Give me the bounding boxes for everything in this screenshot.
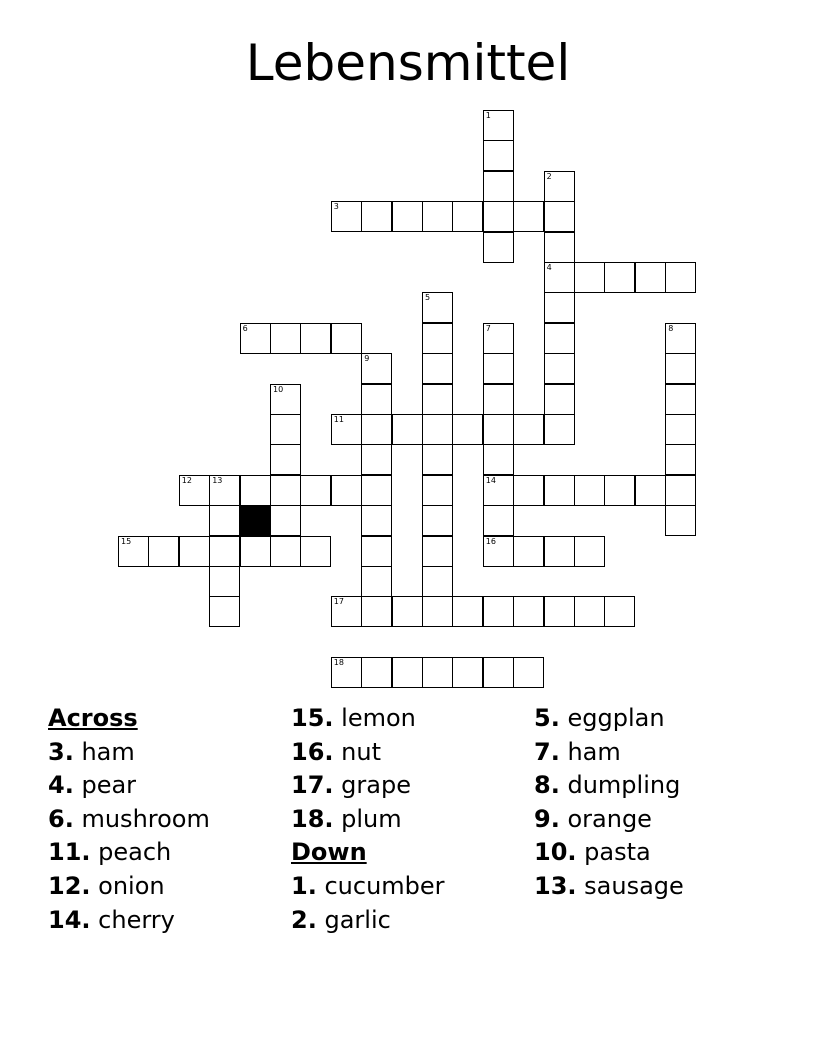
grid-cell[interactable] (422, 292, 453, 323)
grid-cell[interactable] (544, 232, 575, 263)
grid-cell[interactable] (331, 657, 362, 688)
grid-cell[interactable] (513, 201, 544, 232)
grid-cell[interactable] (544, 475, 575, 506)
cell-number: 13 (212, 475, 223, 485)
grid-cell[interactable] (483, 657, 514, 688)
grid-cell[interactable] (483, 323, 514, 354)
clue-column-3 (534, 702, 684, 904)
grid-cell[interactable] (240, 323, 271, 354)
grid-cell[interactable] (483, 414, 514, 445)
clue-down-9: 9. orange (534, 804, 652, 833)
grid-cell[interactable] (544, 262, 575, 293)
cell-number: 11 (333, 415, 344, 424)
clue-across-11: 11. peach (48, 838, 172, 867)
grid-cell[interactable] (118, 536, 149, 567)
cell-number: 12 (181, 475, 192, 485)
grid-cell[interactable] (240, 475, 271, 506)
cell-number: 2 (546, 171, 552, 181)
grid-cell[interactable] (331, 323, 362, 354)
grid-cell[interactable] (392, 657, 423, 688)
grid-cell[interactable] (270, 414, 301, 445)
grid-cell[interactable] (300, 536, 331, 567)
grid-cell[interactable] (270, 444, 301, 475)
grid-cell[interactable] (148, 536, 179, 567)
grid-cell[interactable] (392, 414, 423, 445)
cell-number: 16 (485, 536, 496, 546)
cell-number: 3 (333, 202, 339, 212)
grid-cell[interactable] (361, 536, 392, 567)
clue-across-16: 16. nut (291, 737, 381, 766)
grid-cell[interactable] (604, 262, 635, 293)
grid-cell[interactable] (392, 596, 423, 627)
grid-cell[interactable] (361, 414, 392, 445)
grid-cell[interactable] (240, 536, 271, 567)
grid-cell[interactable] (270, 323, 301, 354)
grid-cell[interactable] (270, 384, 301, 415)
grid-cell[interactable] (422, 566, 453, 597)
grid-cell[interactable] (361, 384, 392, 415)
grid-cell[interactable] (544, 414, 575, 445)
clue-across-18: 18. plum (291, 804, 402, 833)
grid-cell[interactable] (513, 657, 544, 688)
grid-cell[interactable] (604, 596, 635, 627)
grid-cell[interactable] (544, 292, 575, 323)
clue-across-12: 12. onion (48, 871, 165, 900)
grid-cell[interactable] (483, 171, 514, 202)
clue-down-5: 5. eggplan (534, 704, 665, 732)
grid-cell[interactable] (209, 475, 240, 506)
grid-cell[interactable] (422, 444, 453, 475)
grid-cell[interactable] (483, 384, 514, 415)
grid-cell[interactable] (422, 657, 453, 688)
grid-cell[interactable] (574, 596, 605, 627)
grid-cell[interactable] (513, 475, 544, 506)
grid-cell[interactable] (544, 384, 575, 415)
cell-number: 4 (546, 263, 552, 272)
grid-cell[interactable] (483, 140, 514, 171)
grid-cell[interactable] (361, 566, 392, 597)
grid-cell[interactable] (483, 444, 514, 475)
grid-cell[interactable] (483, 536, 514, 567)
grid-cell[interactable] (452, 414, 483, 445)
grid-cell[interactable] (665, 262, 696, 293)
grid-cell[interactable] (422, 201, 453, 232)
grid-cell[interactable] (270, 505, 301, 536)
grid-cell[interactable] (452, 657, 483, 688)
grid-cell[interactable] (544, 353, 575, 384)
grid-cell[interactable] (574, 262, 605, 293)
clue-across-3: 3. ham (48, 737, 135, 766)
clue-down-2: 2. garlic (291, 905, 391, 934)
cell-number: 9 (364, 354, 370, 364)
clue-down-10: 10. pasta (534, 838, 651, 867)
grid-cell[interactable] (544, 536, 575, 567)
grid-cell[interactable] (361, 444, 392, 475)
grid-cell[interactable] (665, 505, 696, 536)
cell-number: 5 (425, 293, 431, 303)
across-heading: Across (48, 704, 138, 732)
grid-cell[interactable] (574, 475, 605, 506)
cell-number: 8 (668, 323, 674, 333)
grid-cell[interactable] (209, 566, 240, 597)
grid-cell[interactable] (513, 414, 544, 445)
grid-cell[interactable] (361, 353, 392, 384)
grid-cell[interactable] (483, 353, 514, 384)
grid-cell[interactable] (331, 475, 362, 506)
grid-cell[interactable] (422, 384, 453, 415)
cell-number: 6 (242, 323, 248, 333)
down-heading: Down (291, 838, 367, 867)
grid-cell[interactable] (483, 475, 514, 506)
grid-cell[interactable] (209, 505, 240, 536)
grid-cell[interactable] (422, 475, 453, 506)
cell-number: 15 (121, 536, 132, 546)
grid-cell[interactable] (422, 596, 453, 627)
grid-cell[interactable] (544, 201, 575, 232)
clue-down-7: 7. ham (534, 737, 621, 766)
grid-cell[interactable] (544, 171, 575, 202)
clue-down-13: 13. sausage (534, 871, 684, 900)
cell-number: 14 (485, 475, 496, 485)
grid-cell[interactable] (422, 536, 453, 567)
grid-cell[interactable] (361, 505, 392, 536)
grid-cell[interactable] (270, 536, 301, 567)
clue-across-4: 4. pear (48, 771, 137, 800)
grid-cell[interactable] (604, 475, 635, 506)
clue-across-14: 14. cherry (48, 905, 175, 934)
grid-cell[interactable] (513, 536, 544, 567)
grid-cell[interactable] (665, 323, 696, 354)
grid-cell[interactable] (513, 596, 544, 627)
grid-cell[interactable] (422, 323, 453, 354)
clue-column-1 (48, 702, 210, 937)
page-title: Lebensmittel (245, 34, 571, 92)
cell-number: 1 (485, 111, 491, 120)
cell-number: 17 (333, 597, 344, 607)
grid-cell[interactable] (635, 262, 666, 293)
grid-cell[interactable] (209, 536, 240, 567)
clue-across-15: 15. lemon (291, 704, 416, 732)
clue-down-8: 8. dumpling (534, 771, 681, 800)
grid-cell[interactable] (483, 232, 514, 263)
clue-across-17: 17. grape (291, 771, 411, 800)
grid-cell[interactable] (483, 110, 514, 141)
clue-column-2 (291, 702, 445, 937)
grid-cell[interactable] (422, 505, 453, 536)
grid-cell[interactable] (483, 596, 514, 627)
grid-cell[interactable] (635, 475, 666, 506)
grid-cell[interactable] (483, 201, 514, 232)
grid-cell[interactable] (179, 475, 210, 506)
grid-cell[interactable] (361, 596, 392, 627)
grid-cell[interactable] (452, 596, 483, 627)
grid-cell[interactable] (422, 353, 453, 384)
grid-cell[interactable] (665, 414, 696, 445)
grid-cell[interactable] (179, 536, 210, 567)
grid-cell[interactable] (665, 444, 696, 475)
clue-across-6: 6. mushroom (48, 804, 210, 833)
grid-cell[interactable] (331, 201, 362, 232)
grid-cell[interactable] (544, 596, 575, 627)
grid-cell[interactable] (665, 475, 696, 506)
grid-cell[interactable] (392, 201, 423, 232)
grid-cell[interactable] (483, 505, 514, 536)
grid-cell[interactable] (331, 596, 362, 627)
cell-number: 18 (333, 658, 344, 668)
cell-number: 10 (273, 384, 284, 394)
grid-cell[interactable] (574, 536, 605, 567)
grid-cell[interactable] (361, 475, 392, 506)
grid-cell[interactable] (300, 323, 331, 354)
grid-cell[interactable] (300, 475, 331, 506)
grid-cell[interactable] (331, 414, 362, 445)
grid-cell[interactable] (209, 596, 240, 627)
grid-cell[interactable] (452, 201, 483, 232)
grid-cell[interactable] (665, 384, 696, 415)
cell-number: 7 (485, 323, 491, 333)
grid-cell[interactable] (422, 414, 453, 445)
grid-cell[interactable] (270, 475, 301, 506)
grid-cell[interactable] (361, 201, 392, 232)
grid-cell[interactable] (665, 353, 696, 384)
grid-cell[interactable] (544, 323, 575, 354)
clue-down-1: 1. cucumber (291, 871, 445, 900)
grid-cell[interactable] (361, 657, 392, 688)
black-cell (240, 505, 271, 536)
